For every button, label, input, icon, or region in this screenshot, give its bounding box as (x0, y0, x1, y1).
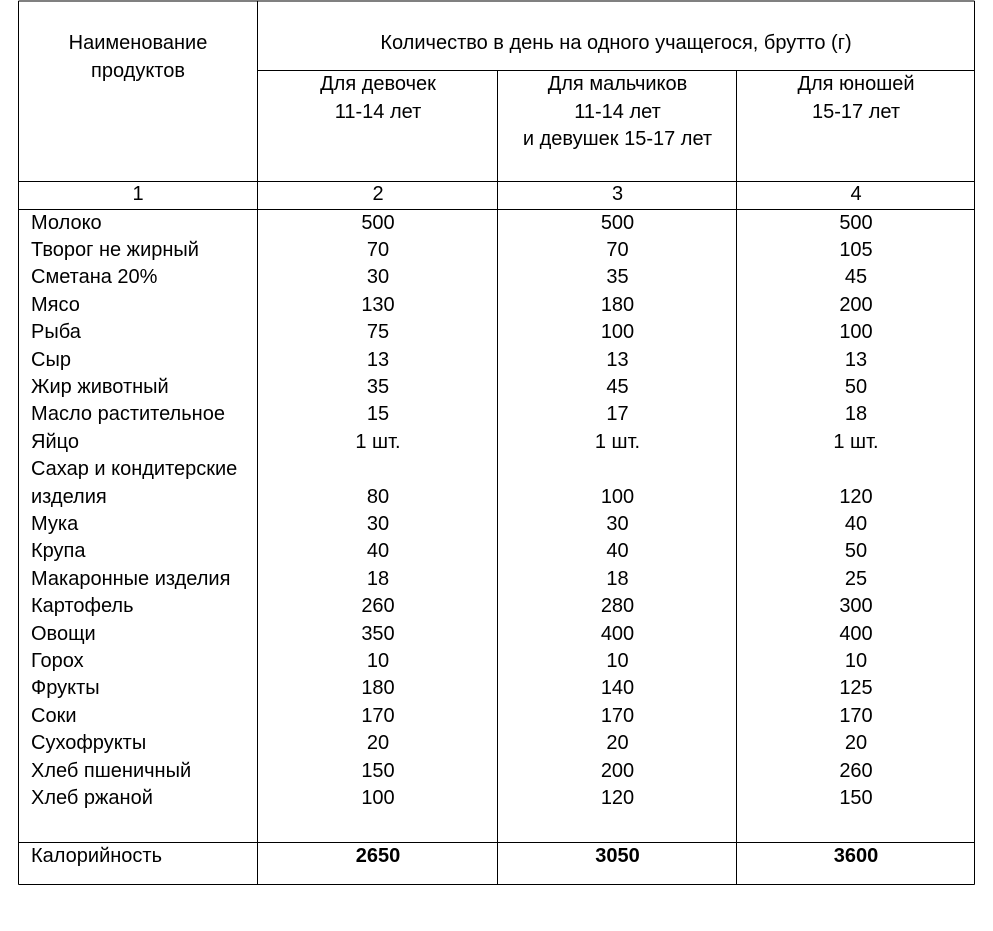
row-2-value-boys: 70 (606, 238, 629, 261)
row-7-value-boys: 45 (606, 375, 629, 398)
row-12-product-name: Мука (31, 512, 79, 535)
row-1-product-name: Молоко (31, 211, 102, 234)
header-name-column: Наименование продуктов (68, 32, 208, 82)
row-7-value-girls: 35 (366, 375, 390, 398)
row-8-value-girls: 15 (366, 403, 390, 426)
row-4-product-name: Мясо (31, 293, 80, 316)
row-16-product-name: Овощи (31, 622, 96, 645)
total-value-youths: 3600 (833, 845, 879, 867)
row-15-value-youths: 300 (839, 595, 873, 618)
total-value-girls: 2650 (355, 845, 401, 867)
row-1-value-youths: 500 (839, 211, 873, 234)
row-18-product-name: Фрукты (31, 677, 100, 700)
total-value-boys: 3050 (595, 845, 640, 867)
row-21-value-youths: 260 (839, 759, 873, 782)
row-3-product-name: Сметана 20% (31, 266, 158, 289)
row-18-value-girls: 180 (361, 677, 395, 700)
row-2-product-name: Творог не жирный (31, 238, 199, 261)
row-16-value-boys: 400 (600, 622, 635, 645)
row-14-product-name: Макаронные изделия (31, 567, 231, 590)
row-13-product-name: Крупа (31, 540, 86, 563)
row-19-value-boys: 170 (600, 704, 635, 727)
row-21-product-name: Хлеб пшеничный (31, 759, 192, 782)
row-12-value-youths: 40 (844, 512, 868, 535)
row-21-value-girls: 150 (361, 759, 395, 782)
col-number-1: 1 (132, 183, 144, 205)
col-number-4: 4 (850, 183, 862, 205)
row-9-value-boys: 1 шт. (594, 430, 641, 453)
row-17-value-youths: 10 (844, 649, 868, 672)
row-17-value-boys: 10 (606, 649, 629, 672)
row-3-value-youths: 45 (844, 266, 868, 289)
row-15-value-girls: 260 (361, 595, 395, 618)
row-3-value-boys: 35 (606, 266, 629, 289)
row-12-value-girls: 30 (366, 512, 390, 535)
row-22-product-name: Хлеб ржаной (31, 786, 153, 809)
row-21-value-boys: 200 (600, 759, 635, 782)
row-11-value-youths: 120 (839, 485, 873, 508)
row-20-value-boys: 20 (606, 732, 629, 755)
header-group-boys: Для мальчиков 11-14 лет и девушек 15-17 лет (522, 73, 713, 150)
header-group-youths: Для юношей 15-17 лет (797, 73, 915, 123)
row-19-product-name: Соки (31, 704, 77, 727)
row-16-value-youths: 400 (839, 622, 873, 645)
row-11-value-girls: 80 (366, 485, 390, 508)
row-1-value-boys: 500 (600, 211, 635, 234)
row-20-product-name: Сухофрукты (31, 732, 147, 755)
row-13-value-youths: 50 (844, 540, 868, 563)
row-16-value-girls: 350 (361, 622, 395, 645)
row-6-value-girls: 13 (366, 348, 390, 371)
row-2-value-girls: 70 (366, 238, 390, 261)
row-9-value-youths: 1 шт. (833, 430, 879, 453)
row-5-value-girls: 75 (366, 321, 390, 344)
row-9-value-girls: 1 шт. (355, 430, 401, 453)
row-8-value-youths: 18 (844, 403, 868, 426)
row-10-product-name: Сахар и кондитерские (31, 458, 238, 481)
row-14-value-girls: 18 (366, 567, 390, 590)
row-22-value-girls: 100 (361, 786, 395, 809)
col-number-2: 2 (372, 183, 384, 205)
row-11-value-boys: 100 (600, 485, 635, 508)
row-17-value-girls: 10 (366, 649, 390, 672)
row-15-product-name: Картофель (31, 595, 134, 618)
header-group-girls: Для девочек 11-14 лет (320, 73, 436, 123)
row-7-value-youths: 50 (844, 375, 868, 398)
row-17-product-name: Горох (31, 649, 84, 672)
row-22-value-youths: 150 (839, 786, 873, 809)
row-22-value-boys: 120 (600, 786, 635, 809)
col-number-3: 3 (611, 183, 624, 205)
row-4-value-girls: 130 (361, 293, 395, 316)
row-4-value-boys: 180 (600, 293, 635, 316)
row-6-value-youths: 13 (844, 348, 868, 371)
row-8-product-name: Масло растительное (31, 403, 225, 426)
row-4-value-youths: 200 (839, 293, 873, 316)
row-18-value-youths: 125 (839, 677, 873, 700)
row-7-product-name: Жир животный (31, 375, 169, 398)
total-label: Калорийность (31, 845, 163, 867)
row-13-value-boys: 40 (606, 540, 629, 563)
row-6-value-boys: 13 (606, 348, 629, 371)
row-6-product-name: Сыр (31, 348, 71, 371)
row-8-value-boys: 17 (606, 403, 629, 426)
row-13-value-girls: 40 (366, 540, 390, 563)
row-20-value-youths: 20 (844, 732, 868, 755)
row-15-value-boys: 280 (600, 595, 635, 618)
row-12-value-boys: 30 (606, 512, 629, 535)
row-3-value-girls: 30 (366, 266, 390, 289)
row-1-value-girls: 500 (361, 211, 395, 234)
row-19-value-girls: 170 (361, 704, 395, 727)
row-2-value-youths: 105 (839, 238, 873, 261)
row-18-value-boys: 140 (600, 677, 635, 700)
row-20-value-girls: 20 (366, 732, 390, 755)
row-5-product-name: Рыба (31, 321, 81, 344)
row-9-product-name: Яйцо (31, 430, 79, 453)
header-quantity-title: Количество в день на одного учащегося, брутто (г) (380, 32, 852, 54)
row-14-value-boys: 18 (606, 567, 629, 590)
row-11-product-name: изделия (31, 485, 107, 508)
row-5-value-boys: 100 (600, 321, 635, 344)
row-5-value-youths: 100 (839, 321, 873, 344)
row-14-value-youths: 25 (844, 567, 868, 590)
row-19-value-youths: 170 (839, 704, 873, 727)
